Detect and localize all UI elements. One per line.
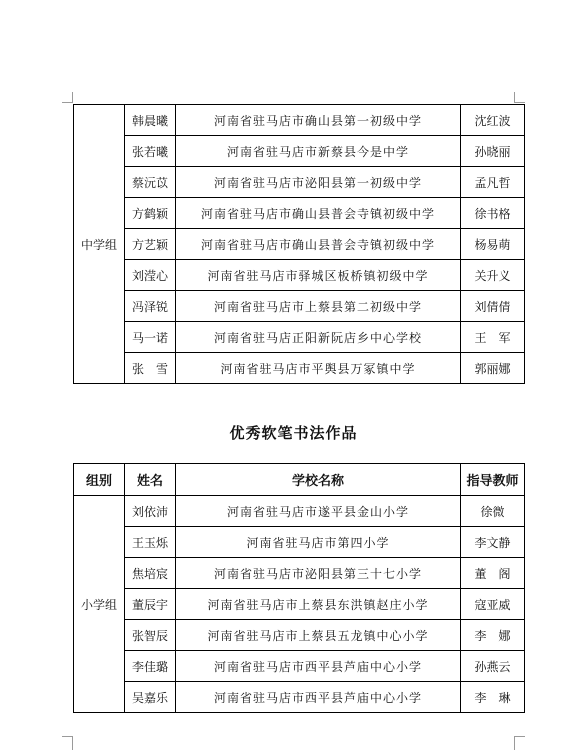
table-row (74, 682, 525, 713)
table-row (74, 260, 525, 291)
name-cell: 王玉烁 (125, 527, 176, 558)
name-cell: 董辰宇 (125, 589, 176, 620)
school-cell: 河南省驻马店市确山县普会寺镇初级中学 (176, 198, 461, 229)
school-cell: 河南省驻马店正阳新阮店乡中心学校 (176, 322, 461, 353)
crop-mark-top-right-v (514, 92, 515, 103)
table-row (74, 198, 525, 229)
table-row (74, 105, 525, 136)
name-cell: 韩晨曦 (125, 105, 176, 136)
teacher-cell: 李文静 (461, 527, 525, 558)
name-cell: 方艺颖 (125, 229, 176, 260)
name-cell: 冯泽锐 (125, 291, 176, 322)
name-cell: 焦培宸 (125, 558, 176, 589)
teacher-cell: 李 琳 (461, 682, 525, 713)
teacher-cell: 刘倩倩 (461, 291, 525, 322)
name-cell: 李佳璐 (125, 651, 176, 682)
primary-school-table-body (74, 496, 525, 713)
teacher-cell: 董 阁 (461, 558, 525, 589)
teacher-cell: 郭丽娜 (461, 353, 525, 384)
school-cell: 河南省驻马店市泌阳县第三十七小学 (176, 558, 461, 589)
table-row (74, 291, 525, 322)
school-cell: 河南省驻马店市西平县芦庙中心小学 (176, 651, 461, 682)
teacher-cell: 杨易萌 (461, 229, 525, 260)
teacher-cell: 孙晓丽 (461, 136, 525, 167)
table-row (74, 496, 525, 527)
table-row (74, 558, 525, 589)
teacher-cell: 沈红波 (461, 105, 525, 136)
school-cell: 河南省驻马店市泌阳县第一初级中学 (176, 167, 461, 198)
table-row (74, 589, 525, 620)
name-cell: 张智辰 (125, 620, 176, 651)
teacher-cell: 寇亚威 (461, 589, 525, 620)
teacher-cell: 关升义 (461, 260, 525, 291)
school-cell: 河南省驻马店市遂平县金山小学 (176, 496, 461, 527)
table-row (74, 229, 525, 260)
crop-mark-bottom-left-v (72, 736, 73, 750)
teacher-cell: 孙燕云 (461, 651, 525, 682)
section-title: 优秀软笔书法作品 (229, 424, 358, 442)
table-row (74, 651, 525, 682)
school-cell: 河南省驻马店市上蔡县五龙镇中心小学 (176, 620, 461, 651)
school-cell: 河南省驻马店市西平县芦庙中心小学 (176, 682, 461, 713)
teacher-cell: 王 军 (461, 322, 525, 353)
name-cell: 张 雪 (125, 353, 176, 384)
name-cell: 方鹤颖 (125, 198, 176, 229)
school-cell: 河南省驻马店市第四小学 (176, 527, 461, 558)
primary-school-table (73, 463, 525, 713)
header-school: 学校名称 (176, 464, 461, 496)
name-cell: 张若曦 (125, 136, 176, 167)
middle-school-table-body (74, 105, 525, 384)
school-cell: 河南省驻马店市平舆县万冢镇中学 (176, 353, 461, 384)
group-cell: 中学组 (74, 105, 125, 384)
school-cell: 河南省驻马店市确山县普会寺镇初级中学 (176, 229, 461, 260)
header-teacher: 指导教师 (461, 464, 525, 496)
table-row (74, 353, 525, 384)
name-cell: 刘依沛 (125, 496, 176, 527)
school-cell: 河南省驻马店市驿城区板桥镇初级中学 (176, 260, 461, 291)
table-row (74, 527, 525, 558)
teacher-cell: 李 娜 (461, 620, 525, 651)
table-row (74, 136, 525, 167)
crop-mark-bottom-right-v (514, 736, 515, 750)
school-cell: 河南省驻马店市上蔡县东洪镇赵庄小学 (176, 589, 461, 620)
crop-mark-bottom-right-h (514, 736, 525, 737)
teacher-cell: 徐书格 (461, 198, 525, 229)
crop-mark-top-right-h (514, 102, 525, 103)
school-cell: 河南省驻马店市上蔡县第二初级中学 (176, 291, 461, 322)
school-cell: 河南省驻马店市新蔡县今是中学 (176, 136, 461, 167)
table-row (74, 620, 525, 651)
middle-school-table (73, 104, 525, 384)
header-group: 组别 (74, 464, 125, 496)
header-row (74, 464, 525, 496)
header-name: 姓名 (125, 464, 176, 496)
name-cell: 马一诺 (125, 322, 176, 353)
name-cell: 吴嘉乐 (125, 682, 176, 713)
name-cell: 刘滢心 (125, 260, 176, 291)
crop-mark-top-left-v (72, 92, 73, 103)
school-cell: 河南省驻马店市确山县第一初级中学 (176, 105, 461, 136)
table-row (74, 322, 525, 353)
teacher-cell: 孟凡哲 (461, 167, 525, 198)
name-cell: 蔡沅苡 (125, 167, 176, 198)
group-cell: 小学组 (74, 496, 125, 713)
teacher-cell: 徐微 (461, 496, 525, 527)
table-row (74, 167, 525, 198)
